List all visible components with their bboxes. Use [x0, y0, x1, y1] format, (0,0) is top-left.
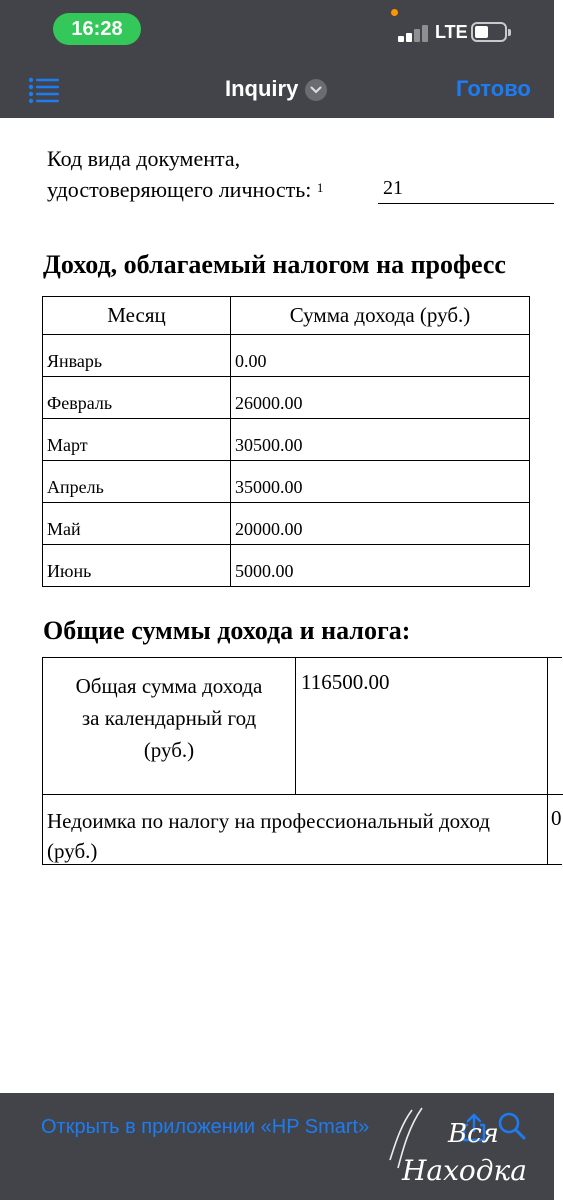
table-row	[43, 377, 530, 419]
column-header-amount: Сумма дохода (руб.)	[231, 297, 530, 335]
done-button[interactable]: Готово	[456, 76, 531, 101]
table-row	[43, 335, 530, 377]
month-cell: Март	[43, 419, 231, 461]
income-heading: Доход, облагаемый налогом на професс	[43, 250, 506, 279]
table-row	[43, 419, 530, 461]
table-header-row	[43, 297, 530, 335]
battery-icon	[471, 22, 507, 42]
list-icon[interactable]	[28, 77, 60, 103]
id-document-label-line2: удостоверяющего личность:	[47, 177, 312, 202]
privacy-indicator-icon	[391, 9, 398, 16]
table-row	[43, 503, 530, 545]
total-income-value: 116500.00	[301, 670, 390, 694]
month-cell: Май	[43, 503, 231, 545]
table-row	[43, 545, 530, 587]
amount-cell: 20000.00	[231, 503, 530, 545]
total-income-label	[43, 670, 295, 766]
signal-icon	[398, 24, 432, 42]
watermark-line1: Вся	[448, 1119, 499, 1149]
totals-table	[42, 657, 562, 865]
income-table	[42, 296, 530, 587]
total-income-label-line1: Общая сумма дохода	[75, 674, 263, 698]
amount-cell: 30500.00	[231, 419, 530, 461]
chevron-down-icon[interactable]	[305, 79, 327, 101]
network-type: LTE	[435, 22, 468, 42]
month-cell: Февраль	[43, 377, 231, 419]
month-cell: Январь	[43, 335, 231, 377]
total-income-label-line3: (руб.)	[143, 738, 195, 762]
id-document-label	[47, 143, 323, 205]
watermark-line2: Находка	[402, 1154, 527, 1187]
amount-cell: 26000.00	[231, 377, 530, 419]
id-document-code-value: 21	[383, 177, 403, 199]
arrears-label: Недоимка по налогу на профессиональный доход (руб.)	[47, 809, 490, 863]
month-cell: Апрель	[43, 461, 231, 503]
arrears-value: 0	[551, 806, 562, 830]
amount-cell: 5000.00	[231, 545, 530, 587]
table-row	[43, 461, 530, 503]
totals-heading: Общие суммы дохода и налога:	[43, 616, 411, 645]
id-document-code-field	[378, 173, 554, 204]
id-document-label-line1: Код вида документа,	[47, 146, 241, 171]
amount-cell: 0.00	[231, 335, 530, 377]
open-in-app-button[interactable]: Открыть в приложении «HP Smart»	[41, 1116, 370, 1138]
amount-cell: 35000.00	[231, 461, 530, 503]
column-header-month: Месяц	[43, 297, 231, 335]
month-cell: Июнь	[43, 545, 231, 587]
footnote-marker: 1	[316, 180, 324, 195]
status-time: 16:28	[53, 13, 141, 45]
total-income-label-line2: за календарный год	[81, 706, 257, 730]
document-title[interactable]: Inquiry	[225, 76, 299, 101]
watermark-logo	[350, 1098, 550, 1198]
